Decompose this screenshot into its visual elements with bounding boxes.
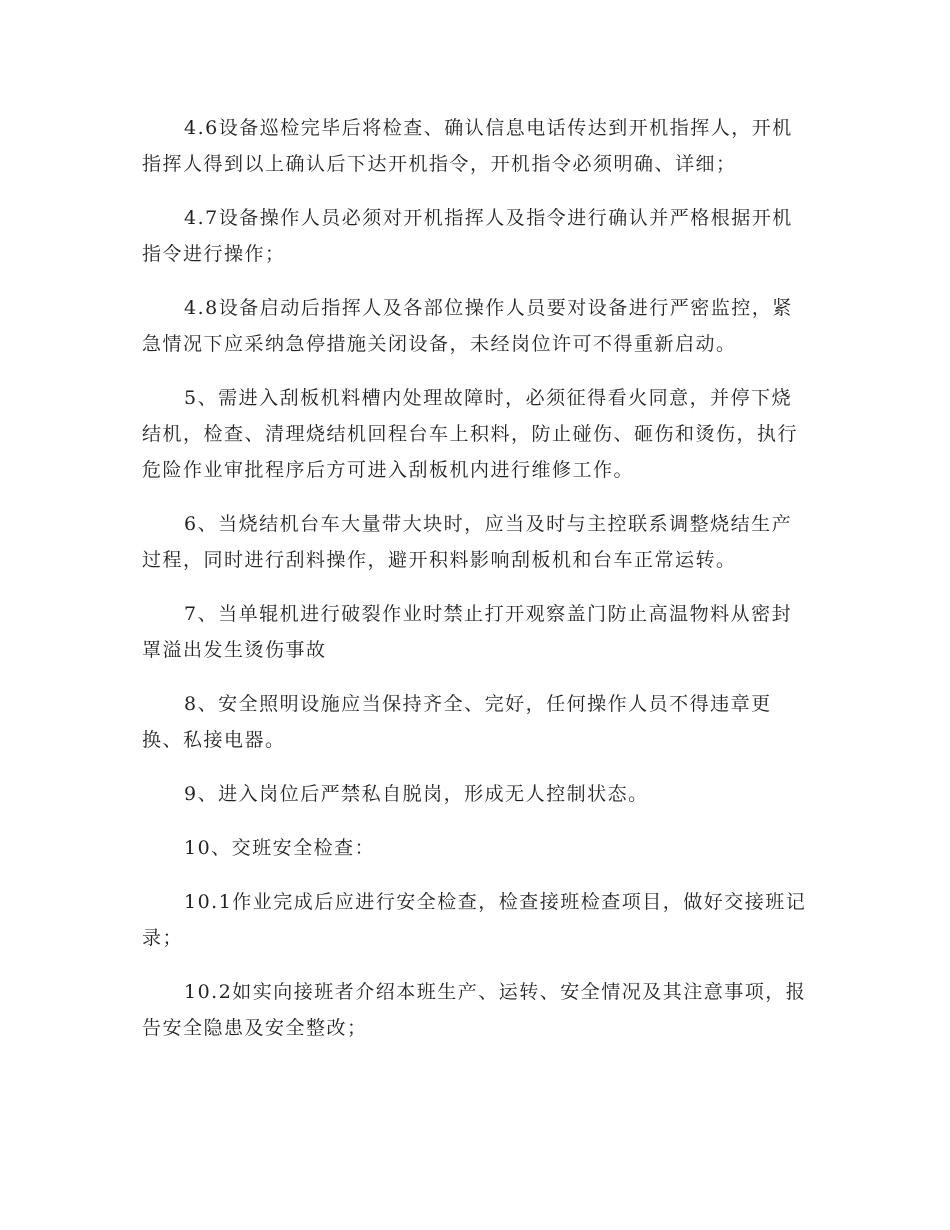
paragraph-7: 7、当单辊机进行破裂作业时禁止打开观察盖门防止高温物料从密封罩溢出发生烫伤事故 — [142, 603, 793, 661]
paragraph-8: 8、安全照明设施应当保持齐全、完好，任何操作人员不得违章更换、私接电器。 — [142, 693, 772, 751]
document-body — [142, 110, 810, 1064]
paragraph-10-2: 10.2如实向接班者介绍本班生产、运转、安全情况及其注意事项，报告安全隐患及安全整改； — [142, 981, 807, 1039]
paragraph-4-8: 4.8设备启动后指挥人及各部位操作人员要对设备进行严密监控，紧急情况下应采纳急停措施关闭设备，未经岗位许可不得重新启动。 — [142, 297, 793, 355]
paragraph-4-6: 4.6设备巡检完毕后将检查、确认信息电话传达到开机指挥人，开机指挥人得到以上确认后下达开机指令，开机指令必须明确、详细； — [142, 117, 793, 175]
paragraph-9: 9、进入岗位后严禁私自脱岗，形成无人控制状态。 — [184, 783, 649, 805]
paragraph-4-7: 4.7设备操作人员必须对开机指挥人及指令进行确认并严格根据开机指令进行操作； — [142, 207, 793, 265]
paragraph-5: 5、需进入刮板机料槽内处理故障时，必须征得看火同意，并停下烧结机，检查、清理烧结机回程台车上积料，防止碰伤、砸伤和烫伤，执行危险作业审批程序后方可进入刮板机内进行维修工作。 — [142, 387, 799, 481]
paragraph-10: 10、交班安全检查： — [184, 837, 376, 859]
paragraph-10-1: 10.1作业完成后应进行安全检查，检查接班检查项目，做好交接班记录； — [142, 891, 807, 949]
paragraph-6: 6、当烧结机台车大量带大块时，应当及时与主控联系调整烧结生产过程，同时进行刮料操作，避开积料影响刮板机和台车正常运转。 — [142, 513, 793, 571]
